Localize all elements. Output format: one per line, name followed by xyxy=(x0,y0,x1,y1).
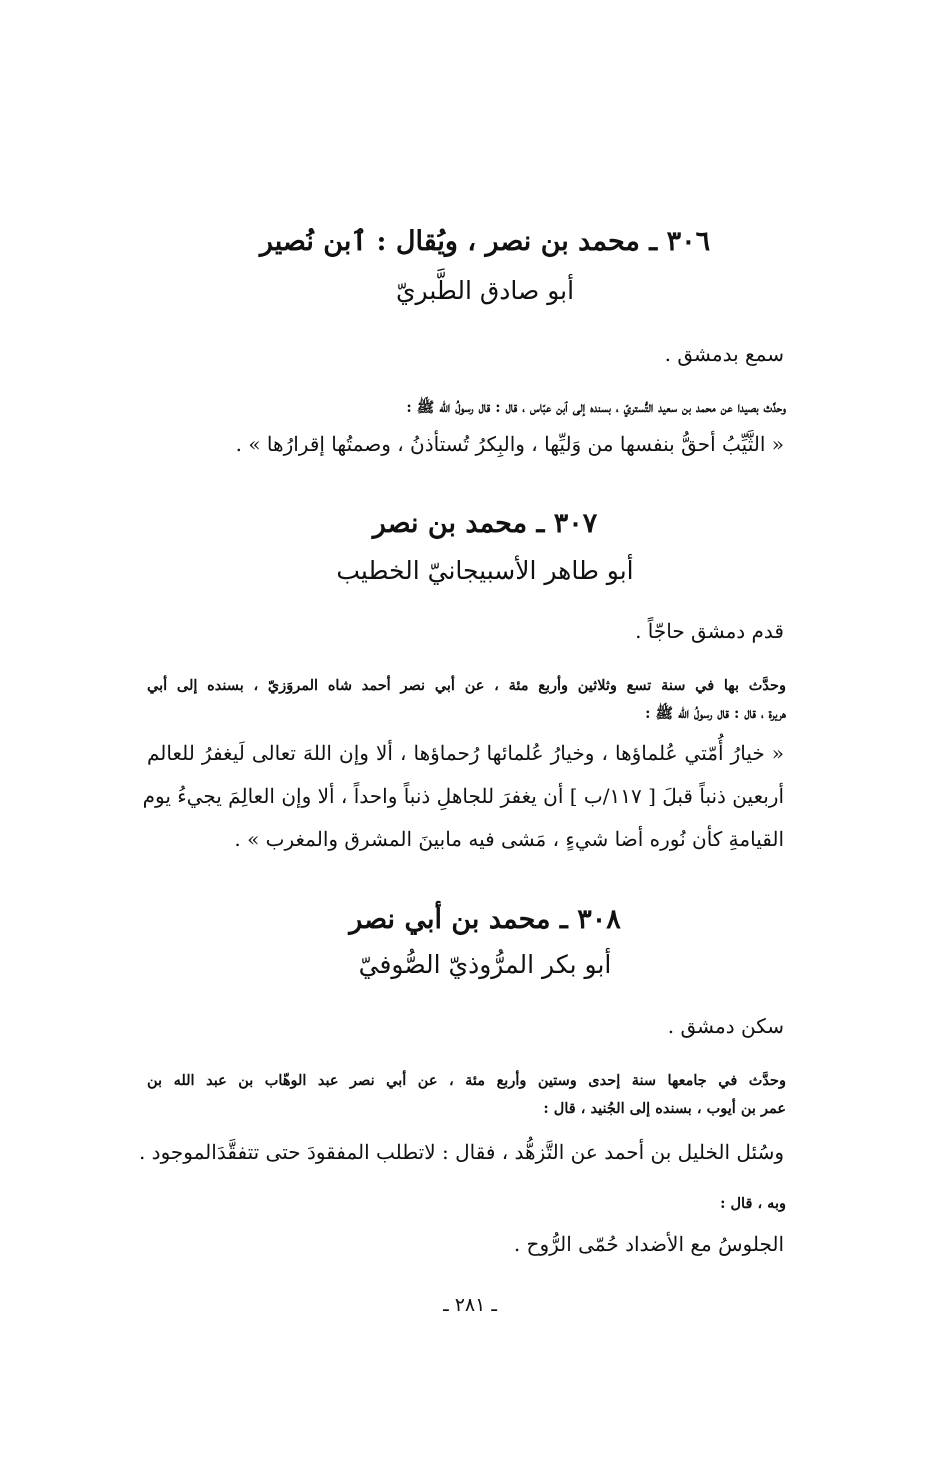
entry-306-subtitle: أبو صادق الطَّبريّ xyxy=(395,276,575,305)
entry-308-title: ٣٠٨ ـ محمد بن أبي نصر xyxy=(349,904,621,935)
page-number: ـ ٢٨١ ـ xyxy=(443,1294,497,1316)
entry-308-matn-line-1: وسُئل الخليل بن أحمد عن التَّزهُّد ، فقال : لاتطلب المفقودَ حتى تتفقَّدَالموجود . xyxy=(138,1140,784,1164)
entry-307-subtitle: أبو طاهر الأسبيجانيّ الخطيب xyxy=(336,556,634,585)
entry-306-isnad-line-1: وحدَّث بصيدا عن محمد بن سعيد التُّستريّ ، بسنده إلى ٱبن عبّاس ، قال : قال رسولُ الله ﷺ : xyxy=(406,399,786,416)
entry-308-note: سكن دمشق . xyxy=(667,1014,784,1038)
entry-306-note: سمع بدمشق . xyxy=(664,342,784,366)
entry-308-isnad2: وبه ، قال : xyxy=(720,1195,786,1212)
entry-306-matn-line-1: « الثَّيِّبُ أحقُّ بنفسها من وَليِّها ، والبِكرُ تُستأذنُ ، وصمتُها إقرارُها » . xyxy=(235,432,784,456)
entry-307-matn-line-2: أربعين ذنباً قبلَ [ ١١٧/ب ] أن يغفرَ للجاهلِ ذنباً واحداً ، ألا وإن العالِمَ يجيءُ يوم xyxy=(142,784,784,808)
entry-308-isnad-line-1: وحدَّث في جامعها سنة إحدى وستين وأربع مئة ، عن أبي نصر عبد الوهّاب بن عبد الله بن xyxy=(147,1072,786,1089)
entry-308-subtitle: أبو بكر المرُّوذيّ الصُّوفيّ xyxy=(358,950,612,979)
entry-307-title: ٣٠٧ ـ محمد بن نصر xyxy=(372,508,598,539)
entry-307-note: قدم دمشق حاجّاً . xyxy=(635,619,784,643)
entry-308-isnad-line-2: عمر بن أيوب ، بسنده إلى الجُنيد ، قال : xyxy=(543,1100,786,1117)
entry-307-isnad-line-2: هريرة ، قال : قال رسولُ الله ﷺ : xyxy=(645,705,786,722)
entry-307-matn-line-3: القيامةِ كأن نُوره أضا شيءٍ ، مَشى فيه مابينَ المشرق والمغرب » . xyxy=(234,827,784,851)
entry-308-matn2: الجلوسُ مع الأضداد حُمّى الرُّوح . xyxy=(513,1232,784,1256)
entry-307-matn-line-1: « خيارُ أُمّتي عُلماؤها ، وخيارُ عُلمائها رُحماؤها ، ألا وإن اللهَ تعالى لَيغفرُ للعالم xyxy=(147,741,784,765)
entry-307-isnad-line-1: وحدَّث بها في سنة تسع وثلاثين وأربع مئة ، عن أبي نصر أحمد شاه المروَزيّ ، بسنده إلى أبي xyxy=(147,677,786,694)
entry-306-title: ٣٠٦ ـ محمد بن نصر ، ويُقال : ٱبن نُصير xyxy=(259,226,711,257)
